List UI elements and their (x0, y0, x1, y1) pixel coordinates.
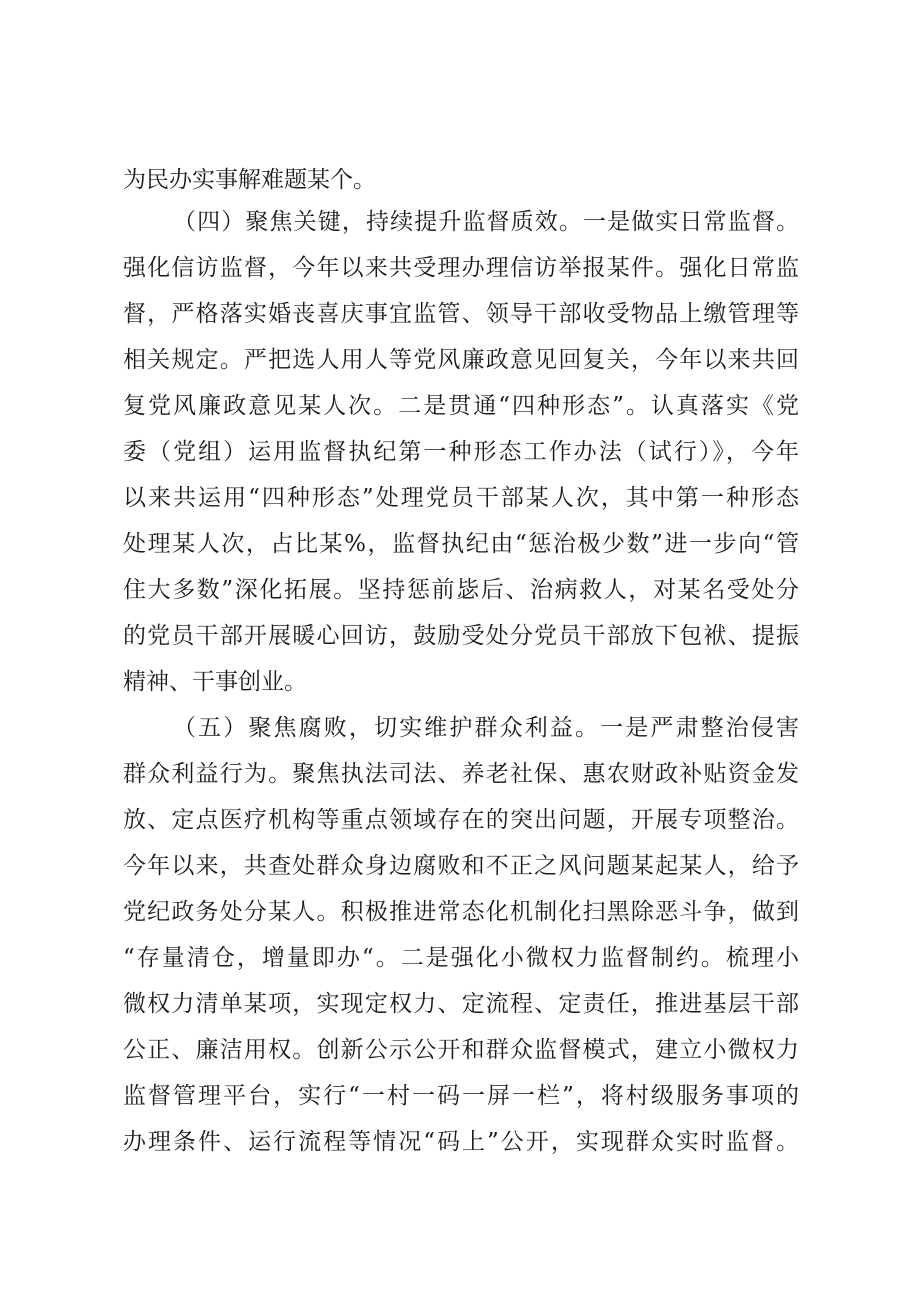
text-line: 强化信访监督，今年以来共受理办理信访举报某件。强化日常监 (123, 255, 799, 281)
text-line: 的党员干部开展暖心回访，鼓励受处分党员干部放下包袱、提振 (123, 623, 799, 649)
text-line: 党纪政务处分某人。积极推进常态化机制化扫黑除恶斗争，做到 (123, 899, 799, 925)
text-line: 以来共运用“四种形态”处理党员干部某人次，其中第一种形态 (123, 485, 799, 511)
text-line: 放、定点医疗机构等重点领域存在的突出问题，开展专项整治。 (123, 807, 799, 833)
text-line: 相关规定。严把选人用人等党风廉政意见回复关，今年以来共回 (123, 347, 799, 373)
text-line: 今年以来，共查处群众身边腐败和不正之风问题某起某人，给予 (123, 853, 799, 879)
text-line: 办理条件、运行流程等情况“码上”公开，实现群众实时监督。 (123, 1129, 799, 1155)
text-line: “存量清仓，增量即办“。二是强化小微权力监督制约。梳理小 (123, 945, 799, 971)
text-line: 监督管理平台，实行“一村一码一屏一栏”，将村级服务事项的 (123, 1083, 799, 1109)
text-line: 住大多数”深化拓展。坚持惩前毖后、治病救人，对某名受处分 (123, 577, 799, 603)
text-line: 委（党组）运用监督执纪第一种形态工作办法（试行）》，今年 (123, 439, 799, 465)
section-four-heading-line: （四）聚焦关键，持续提升监督质效。一是做实日常监督。 (173, 209, 799, 235)
text-line: 群众利益行为。聚焦执法司法、养老社保、惠农财政补贴资金发 (123, 761, 799, 787)
text-line: 督，严格落实婚丧喜庆事宜监管、领导干部收受物品上缴管理等 (123, 301, 799, 327)
text-line: 微权力清单某项，实现定权力、定流程、定责任，推进基层干部 (123, 991, 799, 1017)
text-line: 为民办实事解难题某个。 (123, 167, 376, 193)
text-line: 处理某人次，占比某%，监督执纪由“惩治极少数”进一步向“管 (123, 531, 799, 557)
section-five-heading-line: （五）聚焦腐败，切实维护群众利益。一是严肃整治侵害 (173, 715, 799, 741)
text-line: 精神、干事创业。 (123, 669, 307, 695)
text-line: 公正、廉洁用权。创新公示公开和群众监督模式，建立小微权力 (123, 1037, 799, 1063)
text-line: 复党风廉政意见某人次。二是贯通“四种形态”。认真落实《党 (123, 393, 799, 419)
